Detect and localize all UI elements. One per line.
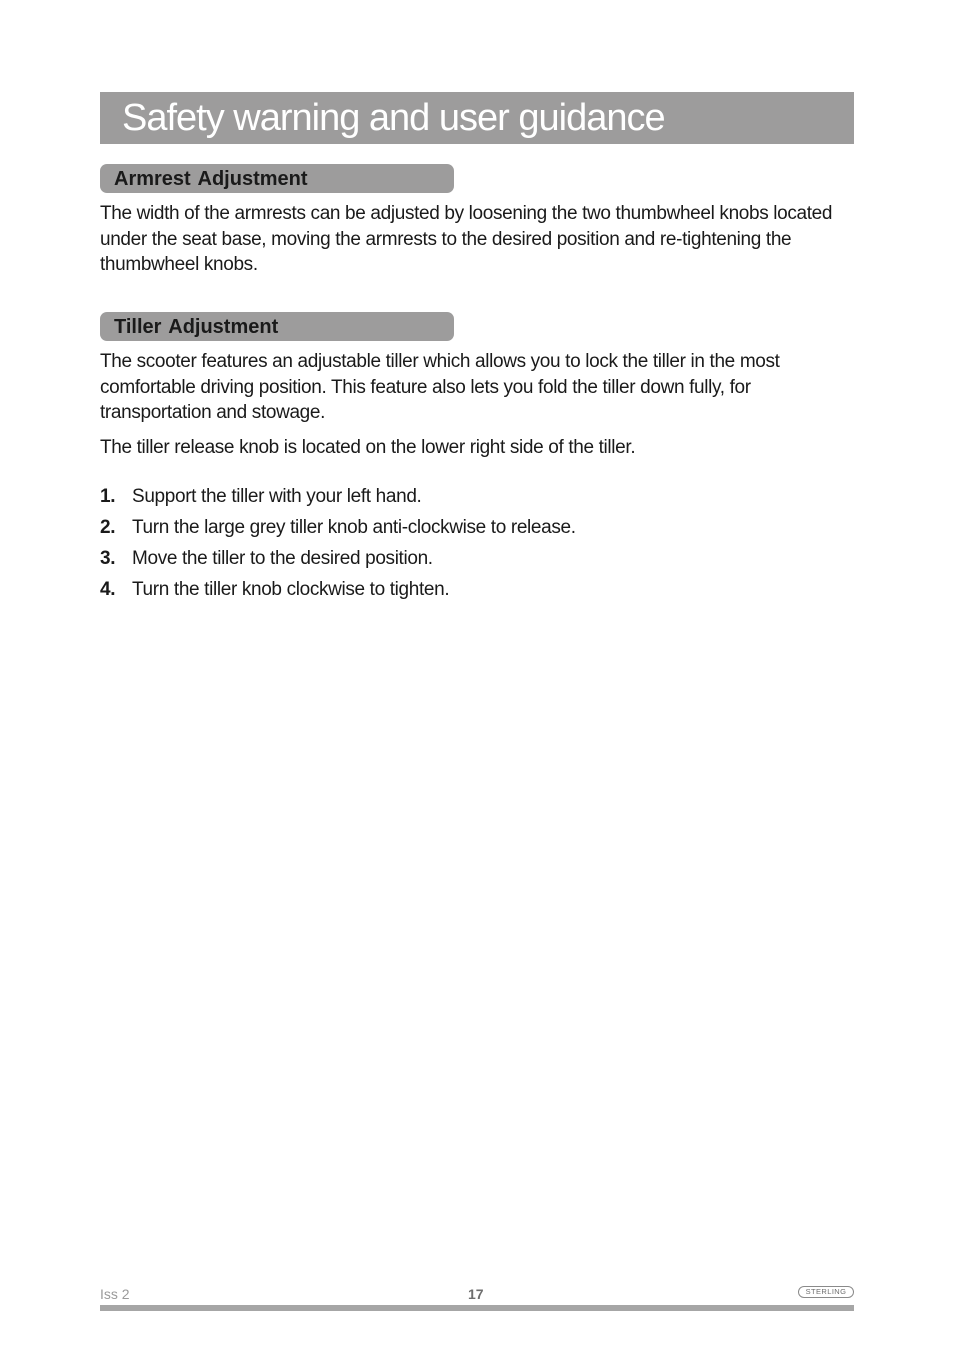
list-item [100,484,840,515]
page-banner [100,92,854,144]
brand-logo: STERLING [798,1286,854,1298]
step-number: 3. [100,548,116,569]
section-title: Tiller Adjustment [114,316,279,338]
section-title: Armrest Adjustment [114,168,308,190]
tiller-steps-list [100,484,840,608]
step-number: 4. [100,579,116,600]
list-item [100,515,840,546]
step-text: Turn the tiller knob clockwise to tighten. [132,579,450,600]
step-text: Turn the large grey tiller knob anti-clockwise to release. [132,517,576,538]
section-header-tiller [100,312,454,341]
tiller-knob-paragraph: The tiller release knob is located on the lower right side of the tiller. [100,437,636,458]
step-number: 2. [100,517,116,538]
page-title: Safety warning and user guidance [122,97,665,139]
step-text: Move the tiller to the desired position. [132,548,433,569]
list-item [100,546,840,577]
footer-page-number: 17 [468,1286,484,1302]
tiller-paragraph: The scooter features an adjustable tiller which allows you to lock the tiller in the most comfortable driving position. This feature also lets you fold the tiller down fully, for transportation and stowage. [100,351,780,423]
list-item [100,577,840,608]
footer-issue: Iss 2 [100,1286,130,1302]
section-header-armrest [100,164,454,193]
armrest-paragraph: The width of the armrests can be adjusted by loosening the two thumbwheel knobs located under the seat base, moving the armrests to the desired position and re-tightening the thumbwheel knobs. [100,203,833,275]
step-text: Support the tiller with your left hand. [132,486,422,507]
step-number: 1. [100,486,116,507]
footer-divider [100,1305,854,1311]
